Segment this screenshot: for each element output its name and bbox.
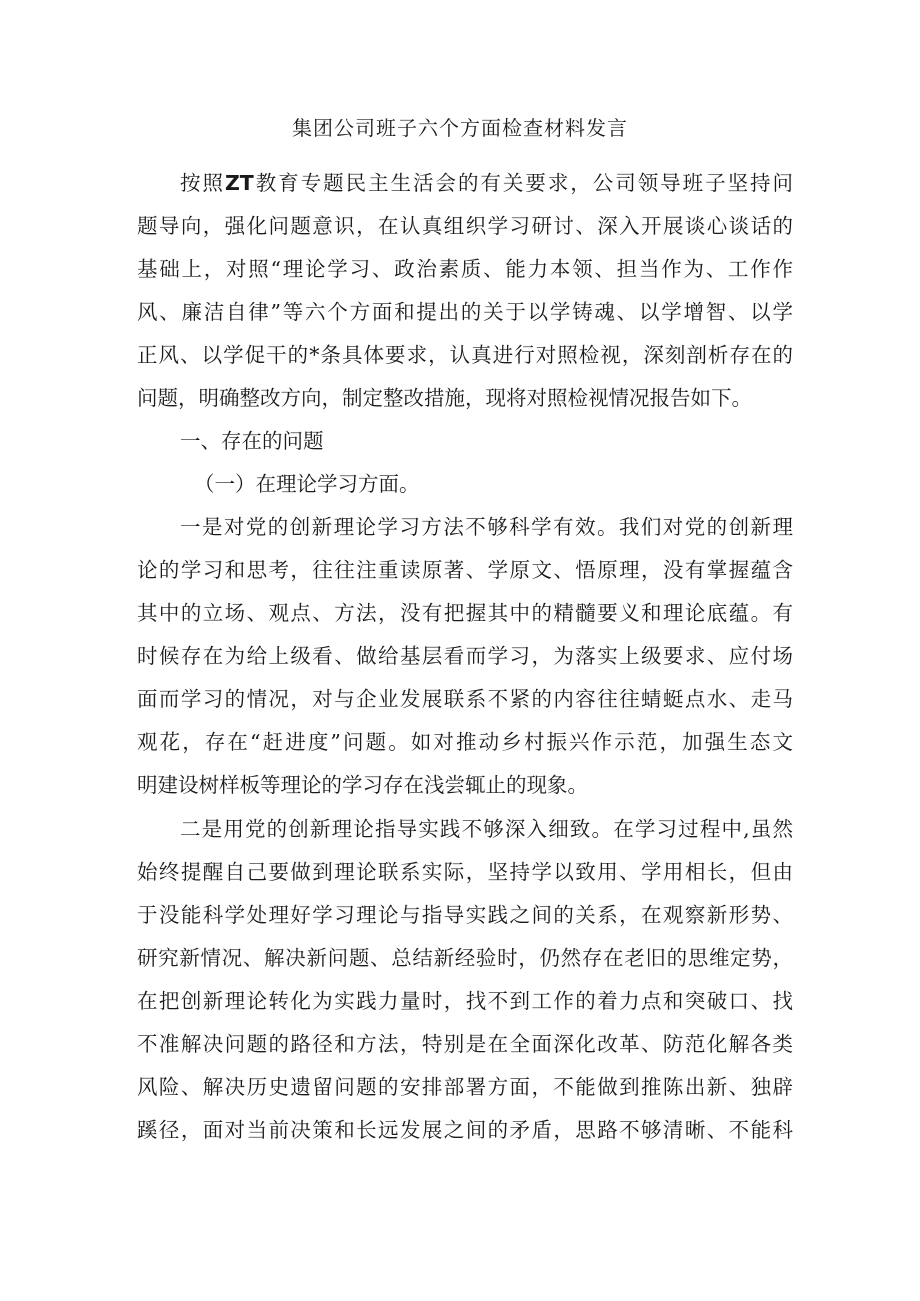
paragraph-1-line: 时候存在为给上级看、做给基层看而学习，为落实上级要求、应付场 [137, 644, 793, 668]
paragraph-1-line: 论的学习和思考，往往注重读原著、学原文、悟原理，没有掌握蕴含 [137, 558, 793, 582]
paragraph-2-line: 研究新情况、解决新问题、总结新经验时，仍然存在老旧的思维定势， [137, 946, 793, 970]
paragraph-1-line: 一是对党的创新理论学习方法不够科学有效。我们对党的创新理 [180, 515, 793, 539]
subsection-heading: （一）在理论学习方面。 [194, 472, 420, 496]
intro-bold-abbrev: ZT [224, 171, 254, 195]
paragraph-2-line: 蹊径，面对当前决策和长远发展之间的矛盾，思路不够清晰、不能科 [137, 1118, 793, 1142]
paragraph-2-line: 二是用党的创新理论指导实践不够深入细致。在学习过程中,虽然 [180, 817, 793, 841]
paragraph-1-line: 其中的立场、观点、方法，没有把握其中的精髓要义和理论底蕴。有 [137, 601, 793, 625]
section-heading: 一、存在的问题 [180, 429, 324, 453]
paragraph-2-line: 在把创新理论转化为实践力量时，找不到工作的着力点和突破口、找 [137, 989, 793, 1013]
paragraph-2-line: 风险、解决历史遗留问题的安排部署方面，不能做到推陈出新、独辟 [137, 1075, 793, 1099]
paragraph-2-line: 于没能科学处理好学习理论与指导实践之间的关系，在观察新形势、 [137, 903, 793, 927]
intro-line: 问题，明确整改方向，制定整改措施，现将对照检视情况报告如下。 [137, 386, 752, 410]
intro-line: 基础上，对照“理论学习、政治素质、能力本领、担当作为、工作作 [137, 257, 793, 281]
intro-line: 题导向，强化问题意识，在认真组织学习研讨、深入开展谈心谈话的 [137, 214, 793, 238]
paragraph-1-line: 明建设树样板等理论的学习存在浅尝辄止的现象。 [137, 773, 588, 797]
paragraph-1-line: 观花，存在“赶进度”问题。如对推动乡村振兴作示范，加强生态文 [137, 730, 793, 754]
paragraph-1-line: 面而学习的情况，对与企业发展联系不紧的内容往往蜻蜓点水、走马 [137, 687, 793, 711]
intro-line: 风、廉洁自律”等六个方面和提出的关于以学铸魂、以学增智、以学 [137, 300, 793, 324]
paragraph-2-line: 始终提醒自己要做到理论联系实际，坚持学以致用、学用相长，但由 [137, 860, 793, 884]
intro-line-1 [180, 166, 793, 196]
document-title: 集团公司班子六个方面检查材料发言 [292, 116, 628, 140]
intro-line: 正风、以学促干的*条具体要求，认真进行对照检视，深刻剖析存在的 [137, 343, 793, 367]
intro-prefix: 按照 [180, 171, 225, 195]
intro-line-1-rest: 教育专题民主生活会的有关要求，公司领导班子坚持问 [253, 171, 794, 195]
paragraph-2-line: 不准解决问题的路径和方法，特别是在全面深化改革、防范化解各类 [137, 1032, 793, 1056]
